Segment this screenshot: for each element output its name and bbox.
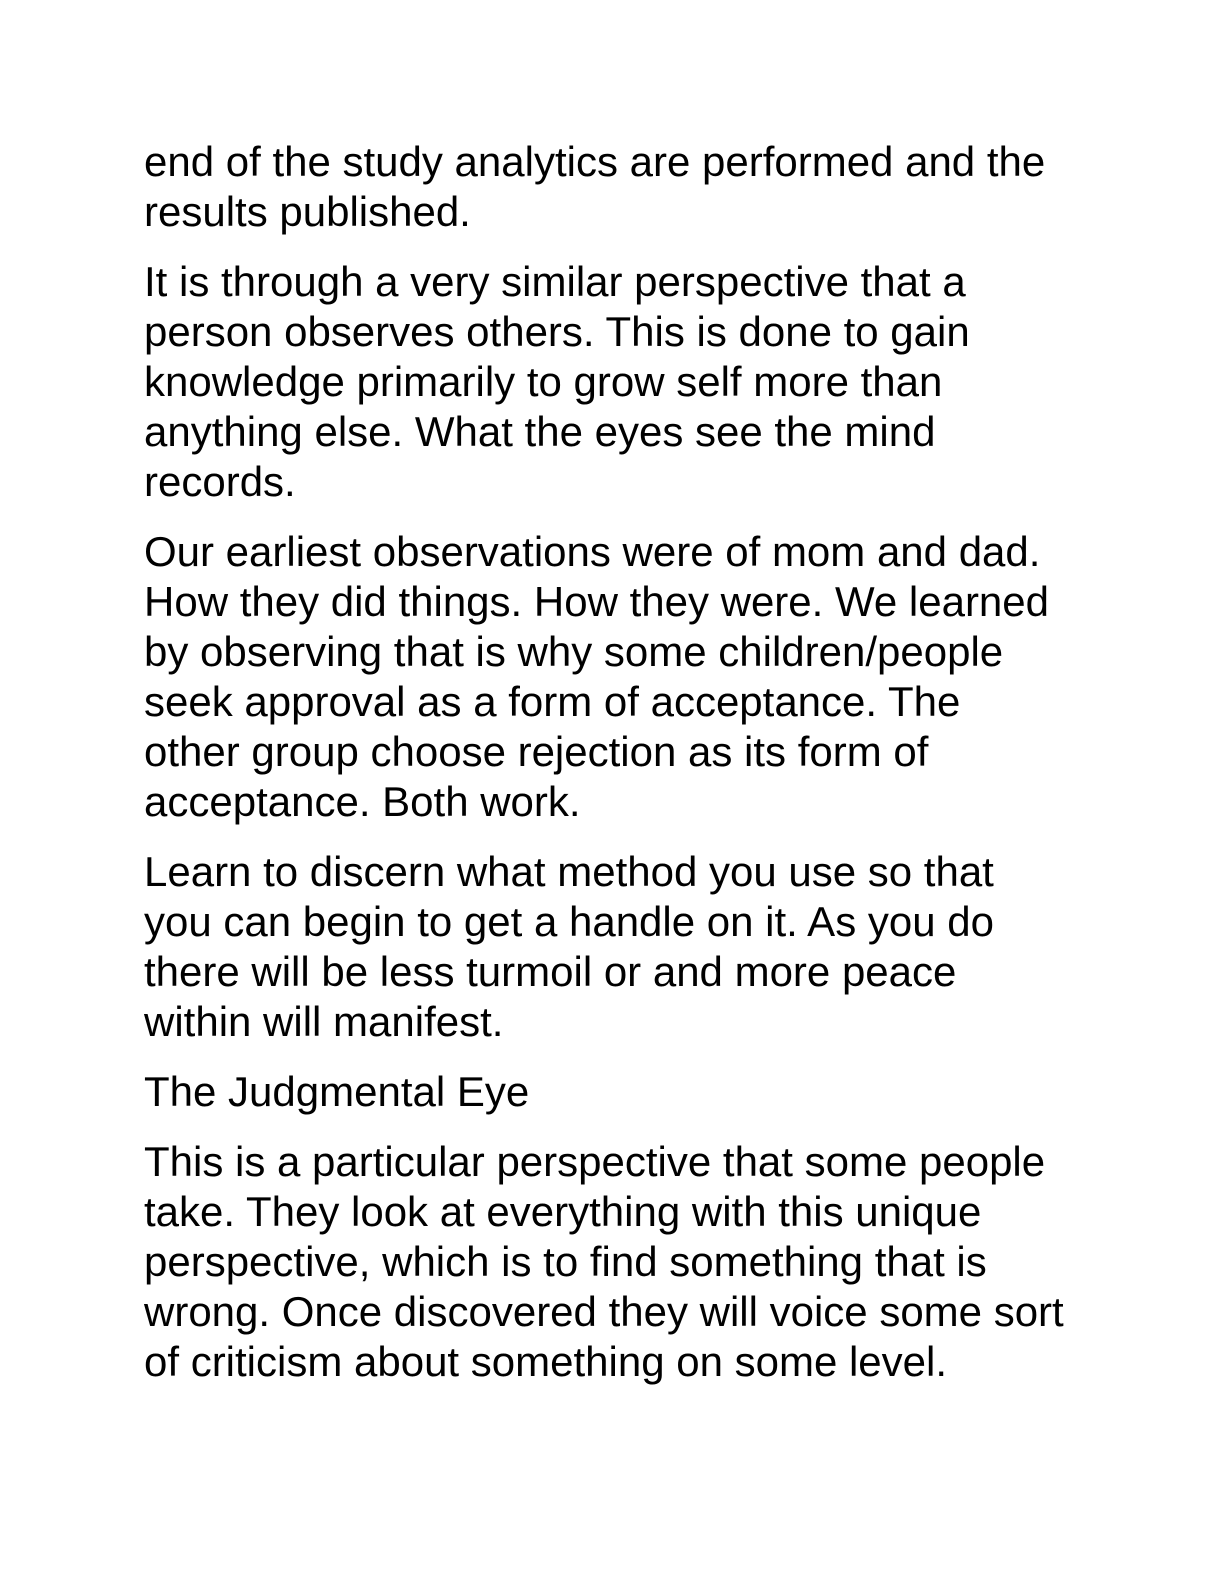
- paragraph-discern-method: Learn to discern what method you use so that you can begin to get a handle on it. As you do there will be less turmoil or and more peace within will manifest.: [144, 848, 994, 1045]
- paragraph-judgmental-eye: This is a particular perspective that some people take. They look at everything with this unique perspective, which is to find something that is wrong. Once discovered they will voice some sort of criticism about something on some level.: [144, 1138, 1064, 1385]
- paragraph-earliest-observations: Our earliest observations were of mom and dad. How they did things. How they were. We learned by observing that is why some children/people seek approval as a form of acceptance. The other group choose rejection as its form of acceptance. Both work.: [144, 528, 1050, 825]
- paragraph-study-results: end of the study analytics are performed and the results published.: [144, 138, 1046, 235]
- section-heading: The Judgmental Eye: [144, 1068, 530, 1115]
- document-page: [144, 137, 1104, 1407]
- paragraph-perspective: It is through a very similar perspective that a person observes others. This is done to gain knowledge primarily to grow self more than anything else. What the eyes see the mind records.: [144, 258, 970, 505]
